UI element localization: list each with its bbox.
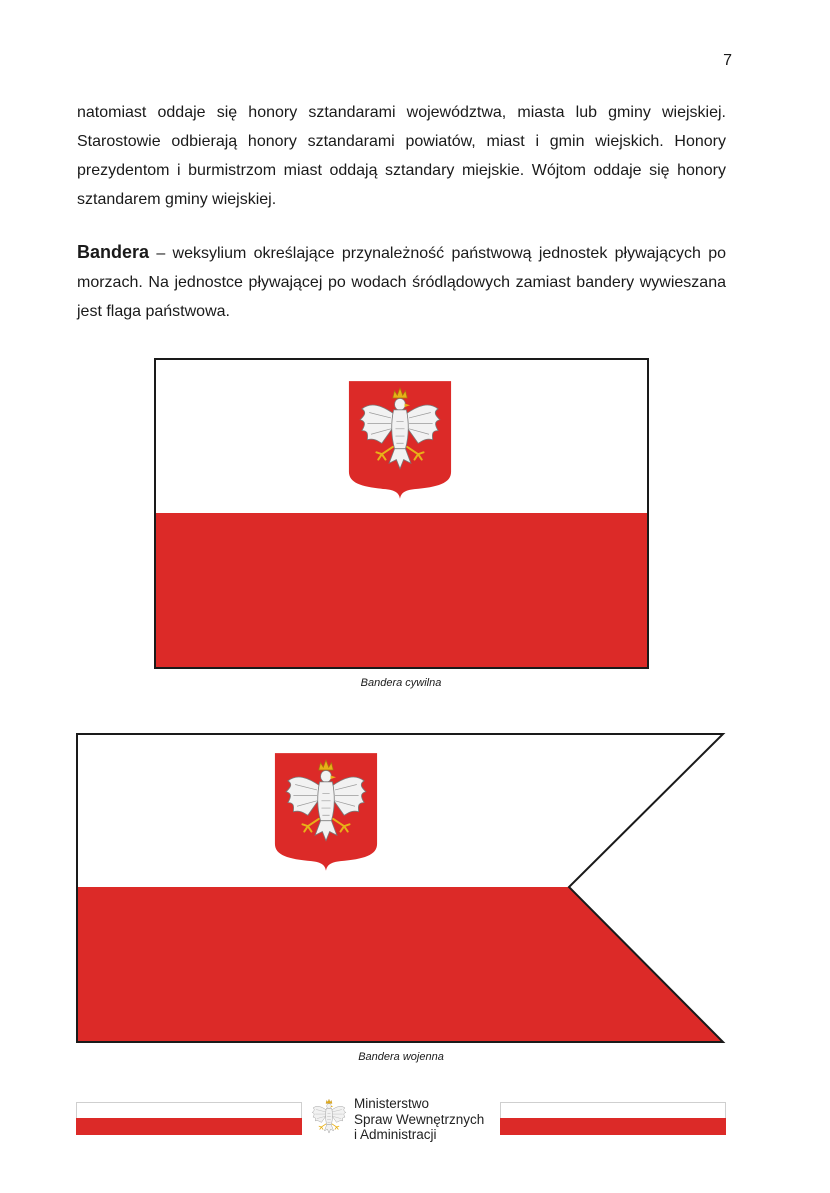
bandera-definition: – weksylium określające przynależność państwową jednostek pływających po morzach. Na jednostce pływającej po wodach śródlądowych zamiast bandery wywieszana jest flaga państwowa. [77,245,726,320]
coat-of-arms-icon [349,381,451,499]
civil-ensign-caption: Bandera cywilna [360,677,442,689]
flag-red-stripe [77,887,723,1042]
ministry-name-line2: Spraw Wewnętrznych [354,1111,485,1127]
flag-red-stripe [155,513,648,668]
ministry-name-line3: i Administracji [354,1127,437,1142]
page-number: 7 [723,52,732,69]
flag-white-stripe [77,734,723,887]
ministry-name [354,1096,484,1143]
ministry-name-line1: Ministerstwo [354,1096,430,1111]
paragraph-honors: natomiast oddaje się honory sztandarami województwa, miasta lub gminy wiejskiej. Starostowie odbierają honory sztandarami powiatów, miast i gmin wiejskich. Honory prezydentom i burmistrzom miast oddają sztandary miejskie. Wójtom oddaje się honory sztandarem gminy wiejskiej. [77,104,726,208]
war-ensign-caption: Bandera wojenna [358,1051,444,1063]
footer-flag-band-right [500,1102,726,1135]
coat-of-arms-icon [275,753,377,871]
footer-flag-band-left [76,1102,302,1135]
eagle-emblem-icon [310,1097,348,1141]
paragraph-bandera [77,238,726,326]
civil-ensign-flag [154,358,649,669]
term-bandera: Bandera [77,242,150,262]
war-ensign-flag [76,733,726,1043]
